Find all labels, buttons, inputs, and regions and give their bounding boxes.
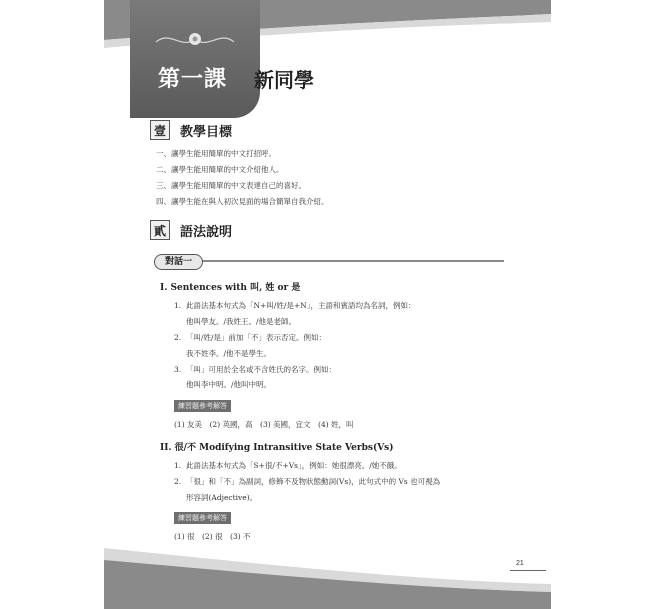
grammar-example: 他叫學友。/我姓王。/他是老師。 [186, 317, 297, 326]
grammar-point: 1. 此語法基本句式為「N+叫/姓/是+N」，主語和賓語均為名詞，例如： [174, 301, 416, 310]
section-grammar-heading [150, 220, 232, 240]
grammar-point: 3. 「叫」可用於全名或不含姓氏的名字。例如： [174, 365, 336, 374]
textbook-page [104, 0, 551, 609]
list-item: 四、讓學生能在與人初次見面的場合簡單自我介紹。 [156, 197, 329, 206]
section-two-icon: 貳 [150, 220, 170, 240]
list-item: 三、讓學生能用簡單的中文表達自己的喜好。 [156, 181, 306, 190]
answer-key-tag: 練習題參考解答 [174, 400, 231, 412]
answer-key-tag: 練習題參考解答 [174, 512, 231, 524]
section-objectives-heading [150, 120, 232, 140]
section-grammar-title: 語法說明 [180, 224, 233, 240]
grammar-heading-2: II. 很/不 Modifying Intransitive State Verbs(Vs) [160, 443, 394, 453]
grammar-heading-1: I. Sentences with 叫, 姓 or 是 [160, 283, 301, 293]
grammar-point: 2. 「叫/姓/是」前加「不」表示否定。例如： [174, 333, 327, 342]
lesson-number: 第一課 [158, 67, 228, 92]
grammar-example: 形容詞(Adjective)。 [186, 493, 258, 502]
objectives-list [156, 146, 329, 210]
grammar-example: 他叫李中明。/他叫中明。 [186, 380, 272, 389]
list-item: 一、讓學生能用簡單的中文打招呼。 [156, 149, 276, 158]
grammar-point: 2. 「很」和「不」為副詞，修飾不及物狀態動詞(Vs)，此句式中的 Vs 也可視為 [174, 477, 441, 486]
section-objectives-title: 教學目標 [180, 124, 233, 140]
lesson-tab [130, 0, 260, 118]
grammar-point: 1. 此語法基本句式為「S+很/不+Vs」，例如：她很漂亮。/她不餓。 [174, 461, 402, 470]
page-number: 21 [516, 560, 524, 567]
lesson-title: 新同學 [254, 68, 314, 92]
answer-key-line: (1) 友美 (2) 英國，高 (3) 美國，宜文 (4) 姓，叫 [174, 420, 354, 429]
bottom-decorative-band [104, 540, 551, 609]
dialogue-divider [202, 260, 504, 262]
grammar-example: 我不姓李。/他不是學生。 [186, 349, 272, 358]
section-one-icon: 壹 [150, 120, 170, 140]
dialogue-tag: 對話一 [154, 254, 203, 270]
answer-key-line: (1) 很 (2) 很 (3) 不 [174, 532, 251, 541]
flower-ornament-icon [152, 24, 238, 54]
list-item: 二、讓學生能用簡單的中文介紹他人。 [156, 165, 284, 174]
